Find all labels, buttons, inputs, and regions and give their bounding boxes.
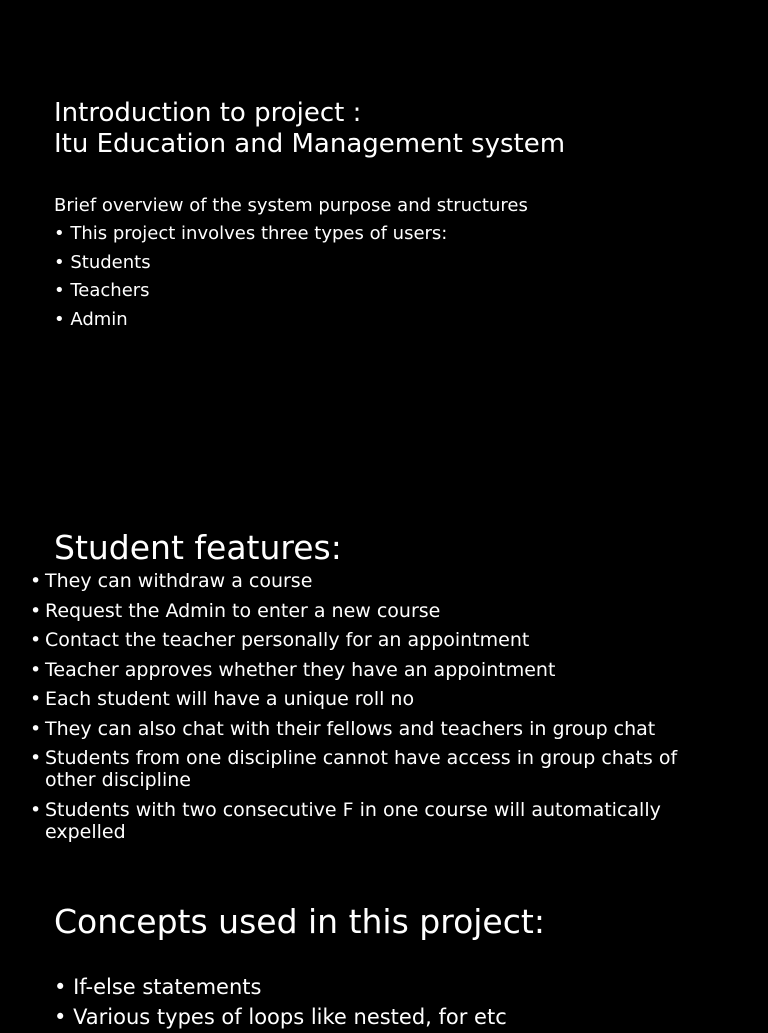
bullet-glyph: • [30,688,42,710]
bullet-glyph: • [30,599,42,622]
bullet-glyph: • [30,658,42,681]
feature-text: They can also chat with their fellows and teachers in group chat [45,717,656,740]
bullet-glyph: • [30,747,42,769]
feature-text: Teacher approves whether they have an appointment [45,658,556,681]
overview-bullet-admin: • Admin [54,307,528,336]
intro-title-line-2: Itu Education and Management system [54,129,566,159]
overview-intro-text: Brief overview of the system purpose and structures [54,195,528,216]
feature-item [30,600,730,622]
bullet-glyph: • [30,717,42,740]
concepts-title: Concepts used in this project: [54,902,545,941]
feature-item [30,688,730,710]
concept-item: • Various types of loops like nested, for etc [54,1003,507,1033]
student-features-title: Student features: [54,528,342,567]
feature-text: Each student will have a unique roll no [45,688,415,710]
feature-item [30,659,730,681]
bullet-glyph: • [30,629,42,651]
bullet-glyph: • [30,798,42,821]
overview-bullet-students: • Students [54,250,528,279]
feature-item [30,799,730,843]
feature-item [30,718,730,740]
feature-item [30,747,730,791]
feature-item [30,629,730,651]
overview-list [54,193,528,335]
intro-title-line-1: Introduction to project : [54,98,362,128]
bullet-glyph: • [30,570,42,592]
intro-slide-title [54,98,565,160]
concept-item: • If-else statements [54,973,507,1003]
feature-text: Request the Admin to enter a new course [45,599,441,622]
feature-text: Students from one discipline cannot have access in group chats of other discipline [45,747,678,791]
concepts-list [54,973,507,1033]
feature-text: Contact the teacher personally for an appointment [45,629,530,651]
feature-item [30,570,730,592]
feature-text: They can withdraw a course [45,570,313,592]
student-features-list [30,570,730,850]
overview-bullet-users: • This project involves three types of users: [54,221,528,250]
feature-text: Students with two consecutive F in one course will automatically expelled [45,798,661,843]
overview-bullet-teachers: • Teachers [54,278,528,307]
